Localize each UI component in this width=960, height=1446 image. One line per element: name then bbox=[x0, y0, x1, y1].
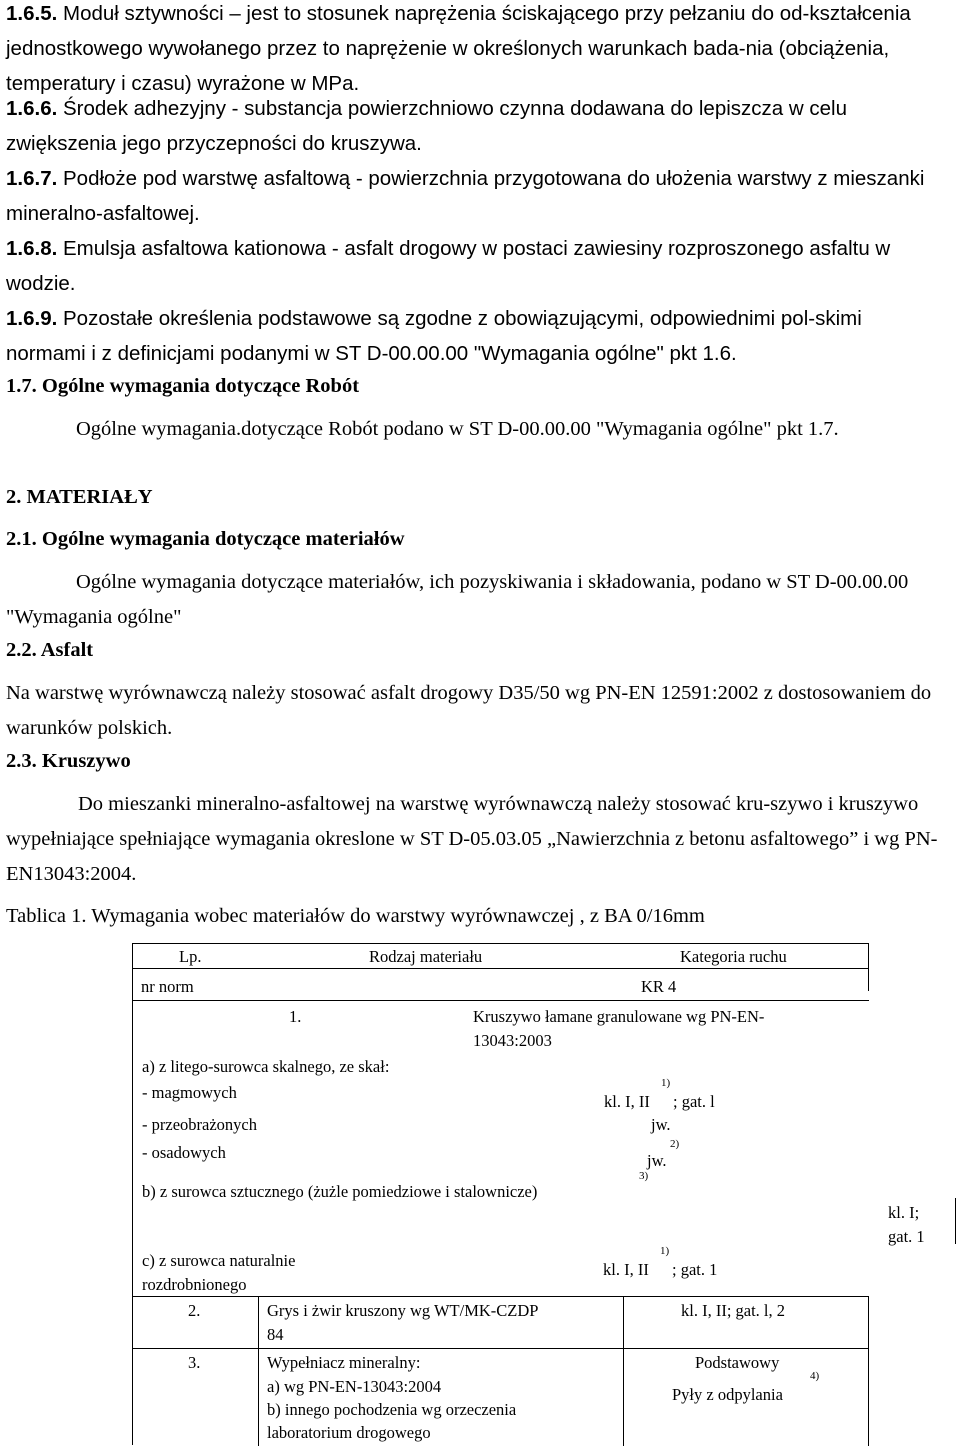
heading-2-2: 2.2. Asfalt bbox=[6, 639, 94, 661]
row1-a: a) z litego-surowca skalnego, ze skał: bbox=[142, 1057, 390, 1076]
definition-number: 1.6.5. bbox=[6, 2, 58, 25]
definition-text: Emulsja asfaltowa kationowa - asfalt drogowy w postaci zawiesiny rozproszonego asfaltu w wodzie. bbox=[6, 237, 891, 295]
paragraph-1-7 bbox=[6, 412, 941, 447]
table-border bbox=[132, 943, 869, 944]
definition-number: 1.6.7. bbox=[6, 167, 58, 190]
header-nr-norm: nr norm bbox=[141, 977, 194, 996]
table-rule bbox=[132, 1000, 869, 1001]
table-border bbox=[868, 943, 869, 991]
definition-text: Środek adhezyjny - substancja powierzchniowo czynna dodawana do lepiszcza w celu zwiększenia jego przyczepności do kruszywa. bbox=[6, 97, 847, 155]
definition-number: 1.6.6. bbox=[6, 97, 58, 120]
row1-b-value: gat. 1 bbox=[888, 1227, 925, 1246]
table-caption: Tablica 1. Wymagania wobec materiałów do warstwy wyrównawczej , z BA 0/16mm bbox=[6, 905, 705, 927]
definition-text: Podłoże pod warstwę asfaltową - powierzchnia przygotowana do ułożenia warstwy z mieszanki mineralno-asfaltowej. bbox=[6, 167, 925, 225]
table-rule bbox=[623, 1296, 624, 1446]
row1-magmowych-gat: ; gat. l bbox=[673, 1092, 715, 1111]
row1-przeobrazonych: - przeobrażonych bbox=[142, 1115, 257, 1134]
footnote-1: 1) bbox=[661, 1077, 671, 1089]
row1-lp: 1. bbox=[289, 1007, 302, 1026]
definition-text: Moduł sztywności – jest to stosunek naprężenia ściskającego przy pełzaniu do od-kształcenia jednostkowego wywołanego przez to naprężenie w określonych warunkach bada-nia (obciążenia, temperatury i czasu) wyrażone w MPa. bbox=[6, 2, 911, 95]
row1-c-gat: ; gat. 1 bbox=[672, 1260, 718, 1279]
row1-b-value: kl. I; bbox=[888, 1203, 920, 1222]
table-rule bbox=[132, 1348, 869, 1349]
row3-value: Podstawowy bbox=[695, 1353, 780, 1372]
row1-osadowych-value: jw. bbox=[647, 1151, 667, 1170]
heading-2-3: 2.3. Kruszywo bbox=[6, 750, 131, 772]
footnote-4: 4) bbox=[810, 1370, 820, 1382]
paragraph-2-3: Do mieszanki mineralno-asfaltowej na warstwę wyrównawczą należy stosować kru-szywo i kruszywo wypełniające spełniające wymagania okreslone w ST D-05.03.05 „Nawierzchnia z betonu asfaltowego” i wg PN-EN13043:2004. bbox=[6, 793, 938, 885]
footnote-1: 1) bbox=[660, 1245, 670, 1257]
table-rule bbox=[258, 1296, 259, 1446]
paragraph-1-7-text: Ogólne wymagania.dotyczące Robót podano w ST D-00.00.00 "Wymagania ogólne" pkt 1.7. bbox=[76, 418, 839, 440]
row2-name: Grys i żwir kruszony wg WT/MK-CZDP bbox=[267, 1301, 539, 1320]
row1-name: Kruszywo łamane granulowane wg PN-EN- bbox=[473, 1007, 765, 1026]
row2-name: 84 bbox=[267, 1325, 284, 1344]
row3-value: Pyły z odpylania bbox=[672, 1385, 783, 1404]
table-border bbox=[955, 1198, 956, 1244]
table-border bbox=[132, 943, 133, 1445]
row3-name: b) innego pochodzenia wg orzeczenia bbox=[267, 1400, 517, 1419]
row1-name: 13043:2003 bbox=[473, 1031, 552, 1050]
header-kr4: KR 4 bbox=[641, 977, 677, 996]
row2-value: kl. I, II; gat. l, 2 bbox=[681, 1301, 786, 1320]
row3-name: laboratorium drogowego bbox=[267, 1423, 431, 1442]
row3-name: Wypełniacz mineralny: bbox=[267, 1353, 421, 1372]
row1-magmowych-value bbox=[604, 1090, 650, 1114]
row1-c: rozdrobnionego bbox=[142, 1275, 247, 1294]
header-rodzaj: Rodzaj materiału bbox=[369, 947, 483, 966]
row3-name: a) wg PN-EN-13043:2004 bbox=[267, 1377, 442, 1396]
row1-c-value: kl. I, II bbox=[603, 1260, 649, 1279]
definition-1-6-7 bbox=[6, 161, 941, 231]
table-border bbox=[868, 1296, 869, 1446]
row1-osadowych: - osadowych bbox=[142, 1143, 226, 1162]
definition-1-6-6 bbox=[6, 91, 941, 161]
definition-1-6-8 bbox=[6, 231, 941, 301]
heading-2-1: 2.1. Ogólne wymagania dotyczące materiałów bbox=[6, 528, 405, 550]
definition-1-6-5 bbox=[6, 0, 941, 101]
row2-lp: 2. bbox=[188, 1301, 201, 1320]
footnote-3: 3) bbox=[639, 1170, 649, 1182]
header-kategoria: Kategoria ruchu bbox=[680, 947, 787, 966]
footnote-2: 2) bbox=[670, 1138, 680, 1150]
row1-przeobrazonych-value: jw. bbox=[651, 1115, 671, 1134]
header-lp: Lp. bbox=[179, 947, 202, 966]
heading-1-7: 1.7. Ogólne wymagania dotyczące Robót bbox=[6, 375, 360, 397]
definition-number: 1.6.8. bbox=[6, 237, 58, 260]
row1-b: b) z surowca sztucznego (żużle pomiedziowe i stalownicze) bbox=[142, 1182, 538, 1201]
row1-c: c) z surowca naturalnie bbox=[142, 1251, 296, 1270]
value-text: kl. I, II bbox=[604, 1092, 650, 1111]
definition-text: Pozostałe określenia podstawowe są zgodne z obowiązującymi, odpowiednimi pol-skimi normami i z definicjami podanymi w ST D-00.00.00 "Wymagania ogólne" pkt 1.6. bbox=[6, 307, 862, 365]
definition-1-6-9 bbox=[6, 301, 941, 371]
paragraph-2-1: Ogólne wymagania dotyczące materiałów, ich pozyskiwania i składowania, podano w ST D-00.00.00 "Wymagania ogólne" bbox=[6, 571, 909, 628]
paragraph-2-2: Na warstwę wyrównawczą należy stosować asfalt drogowy D35/50 wg PN-EN 12591:2002 z dostosowaniem do warunków polskich. bbox=[6, 682, 932, 739]
definition-number: 1.6.9. bbox=[6, 307, 58, 330]
row1-magmowych: - magmowych bbox=[142, 1083, 237, 1102]
heading-materialy: 2. MATERIAŁY bbox=[6, 486, 153, 508]
row3-lp: 3. bbox=[188, 1353, 201, 1372]
